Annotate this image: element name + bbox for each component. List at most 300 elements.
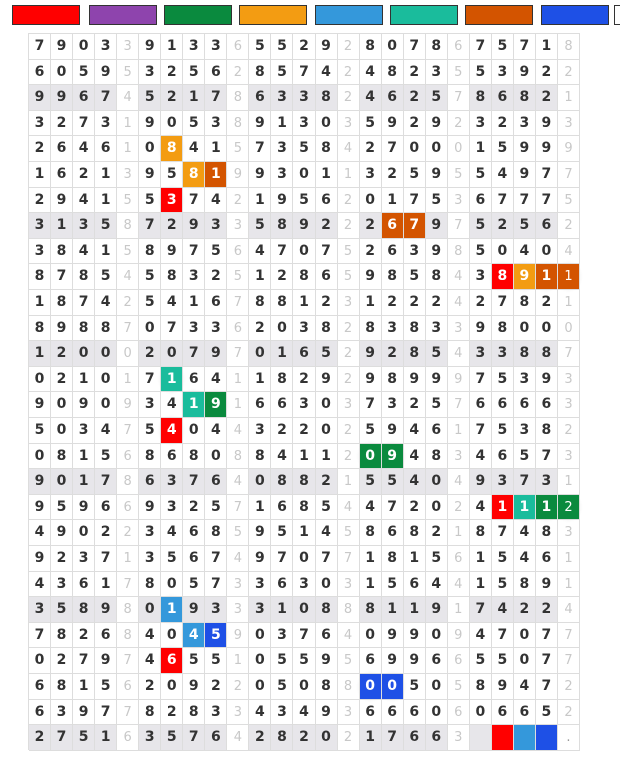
grid-cell[interactable]: 2 bbox=[492, 111, 514, 137]
grid-cell[interactable]: 0 bbox=[426, 495, 448, 521]
grid-cell[interactable]: 7 bbox=[183, 469, 205, 495]
grid-cell[interactable]: 8 bbox=[51, 239, 73, 265]
grid-cell[interactable]: 9 bbox=[536, 111, 558, 137]
grid-cell[interactable]: 0 bbox=[558, 316, 580, 342]
grid-cell[interactable]: 3 bbox=[514, 418, 536, 444]
grid-cell[interactable]: 1 bbox=[205, 162, 227, 188]
grid-cell[interactable]: 8 bbox=[360, 597, 382, 623]
grid-cell[interactable]: 2 bbox=[293, 725, 315, 751]
grid-cell[interactable]: 0 bbox=[183, 418, 205, 444]
grid-cell[interactable]: 2 bbox=[536, 85, 558, 111]
grid-cell[interactable]: 2 bbox=[95, 520, 117, 546]
grid-cell[interactable]: 8 bbox=[514, 290, 536, 316]
grid-cell[interactable]: 2 bbox=[514, 597, 536, 623]
grid-cell[interactable]: 7 bbox=[51, 725, 73, 751]
grid-cell[interactable]: 3 bbox=[558, 444, 580, 470]
grid-cell[interactable]: 7 bbox=[382, 495, 404, 521]
grid-cell[interactable]: 3 bbox=[205, 700, 227, 726]
grid-cell[interactable]: 7 bbox=[205, 85, 227, 111]
grid-cell[interactable]: 3 bbox=[558, 367, 580, 393]
grid-cell[interactable]: 1 bbox=[470, 572, 492, 598]
grid-cell[interactable]: 1 bbox=[117, 111, 139, 137]
grid-cell[interactable]: 1 bbox=[382, 597, 404, 623]
grid-cell[interactable]: 6 bbox=[470, 188, 492, 214]
swatch-blue[interactable] bbox=[315, 5, 383, 25]
grid-cell[interactable]: 4 bbox=[338, 495, 360, 521]
grid-cell[interactable]: 9 bbox=[293, 213, 315, 239]
grid-cell[interactable]: 0 bbox=[293, 162, 315, 188]
grid-cell[interactable]: 5 bbox=[316, 495, 338, 521]
grid-cell[interactable]: 9 bbox=[470, 469, 492, 495]
grid-cell[interactable]: 0 bbox=[51, 418, 73, 444]
grid-cell[interactable]: 6 bbox=[514, 700, 536, 726]
grid-cell[interactable]: 5 bbox=[73, 725, 95, 751]
grid-cell[interactable]: 2 bbox=[29, 188, 51, 214]
grid-cell[interactable]: 9 bbox=[95, 597, 117, 623]
grid-cell[interactable]: 7 bbox=[492, 520, 514, 546]
grid-cell[interactable]: 6 bbox=[95, 623, 117, 649]
grid-cell[interactable]: 5 bbox=[227, 520, 249, 546]
grid-cell[interactable]: 4 bbox=[205, 188, 227, 214]
grid-cell[interactable]: 7 bbox=[536, 623, 558, 649]
grid-cell[interactable]: 4 bbox=[316, 60, 338, 86]
grid-cell[interactable]: 0 bbox=[249, 341, 271, 367]
grid-cell[interactable]: 3 bbox=[470, 111, 492, 137]
grid-cell[interactable]: 3 bbox=[338, 111, 360, 137]
grid-cell[interactable]: 1 bbox=[293, 444, 315, 470]
grid-cell[interactable]: 2 bbox=[536, 290, 558, 316]
grid-cell[interactable]: 8 bbox=[536, 520, 558, 546]
grid-cell[interactable]: 8 bbox=[117, 623, 139, 649]
grid-cell[interactable]: 1 bbox=[316, 444, 338, 470]
grid-cell[interactable]: 3 bbox=[293, 85, 315, 111]
grid-cell[interactable]: 1 bbox=[470, 546, 492, 572]
grid-cell[interactable]: 3 bbox=[271, 700, 293, 726]
grid-cell[interactable]: 3 bbox=[139, 60, 161, 86]
grid-cell[interactable]: 7 bbox=[404, 188, 426, 214]
grid-cell[interactable]: 5 bbox=[293, 188, 315, 214]
grid-cell[interactable]: 7 bbox=[536, 162, 558, 188]
grid-cell[interactable]: 3 bbox=[205, 213, 227, 239]
grid-cell[interactable]: 4 bbox=[161, 392, 183, 418]
grid-cell[interactable]: 5 bbox=[404, 674, 426, 700]
grid-cell[interactable]: 8 bbox=[470, 674, 492, 700]
grid-cell[interactable]: 9 bbox=[183, 597, 205, 623]
grid-cell[interactable]: 2 bbox=[338, 367, 360, 393]
grid-cell[interactable]: 5 bbox=[205, 623, 227, 649]
grid-cell[interactable]: 6 bbox=[183, 367, 205, 393]
grid-cell[interactable]: 1 bbox=[404, 597, 426, 623]
grid-cell[interactable]: 0 bbox=[316, 725, 338, 751]
grid-cell[interactable]: 8 bbox=[227, 111, 249, 137]
grid-cell[interactable]: 6 bbox=[492, 392, 514, 418]
swatch-red[interactable] bbox=[12, 5, 80, 25]
grid-cell[interactable]: 4 bbox=[249, 700, 271, 726]
grid-cell[interactable]: 8 bbox=[139, 444, 161, 470]
grid-cell[interactable]: 8 bbox=[73, 597, 95, 623]
grid-cell[interactable]: 1 bbox=[161, 367, 183, 393]
grid-cell[interactable]: 2 bbox=[161, 85, 183, 111]
grid-cell[interactable]: 6 bbox=[448, 700, 470, 726]
grid-cell[interactable]: 5 bbox=[492, 572, 514, 598]
grid-cell[interactable]: 8 bbox=[271, 725, 293, 751]
grid-cell[interactable]: 5 bbox=[360, 111, 382, 137]
grid-cell[interactable]: 2 bbox=[404, 60, 426, 86]
grid-cell[interactable]: 8 bbox=[161, 136, 183, 162]
grid-cell[interactable]: 2 bbox=[360, 239, 382, 265]
grid-cell[interactable]: 2 bbox=[271, 418, 293, 444]
grid-cell[interactable]: 8 bbox=[293, 469, 315, 495]
grid-cell[interactable]: 4 bbox=[492, 597, 514, 623]
grid-cell[interactable]: 8 bbox=[117, 597, 139, 623]
grid-cell[interactable]: 0 bbox=[161, 341, 183, 367]
grid-cell[interactable]: 0 bbox=[426, 136, 448, 162]
grid-cell[interactable]: 9 bbox=[29, 546, 51, 572]
grid-cell[interactable]: 1 bbox=[95, 239, 117, 265]
grid-cell[interactable]: 9 bbox=[51, 34, 73, 60]
grid-cell[interactable]: 9 bbox=[514, 60, 536, 86]
grid-cell[interactable]: 6 bbox=[492, 85, 514, 111]
grid-cell[interactable]: 7 bbox=[536, 648, 558, 674]
grid-cell[interactable]: 9 bbox=[558, 136, 580, 162]
grid-cell[interactable]: 6 bbox=[382, 213, 404, 239]
swatch-purple[interactable] bbox=[89, 5, 157, 25]
grid-cell[interactable]: 6 bbox=[426, 725, 448, 751]
grid-cell[interactable]: 7 bbox=[161, 316, 183, 342]
grid-cell[interactable]: 1 bbox=[338, 162, 360, 188]
grid-cell[interactable]: 7 bbox=[293, 60, 315, 86]
grid-cell[interactable]: 1 bbox=[161, 597, 183, 623]
grid-cell[interactable]: 3 bbox=[448, 316, 470, 342]
grid-cell[interactable]: 4 bbox=[271, 444, 293, 470]
grid-cell[interactable]: 9 bbox=[426, 367, 448, 393]
grid-cell[interactable]: 1 bbox=[183, 392, 205, 418]
grid-cell[interactable]: 9 bbox=[51, 520, 73, 546]
grid-cell[interactable]: 4 bbox=[448, 341, 470, 367]
grid-cell[interactable]: 1 bbox=[73, 674, 95, 700]
grid-cell[interactable]: 9 bbox=[382, 648, 404, 674]
grid-cell[interactable]: 5 bbox=[183, 648, 205, 674]
grid-cell[interactable]: 8 bbox=[73, 316, 95, 342]
grid-cell[interactable]: 2 bbox=[426, 520, 448, 546]
grid-cell[interactable]: 0 bbox=[73, 34, 95, 60]
grid-cell[interactable]: 7 bbox=[271, 239, 293, 265]
grid-cell[interactable]: 0 bbox=[95, 341, 117, 367]
grid-cell[interactable]: 3 bbox=[183, 316, 205, 342]
grid-cell[interactable]: 3 bbox=[338, 392, 360, 418]
grid-cell[interactable]: 8 bbox=[492, 264, 514, 290]
grid-cell[interactable]: 2 bbox=[161, 700, 183, 726]
grid-cell[interactable]: 5 bbox=[205, 648, 227, 674]
grid-cell[interactable]: 8 bbox=[514, 85, 536, 111]
grid-cell[interactable]: 6 bbox=[536, 546, 558, 572]
grid-cell[interactable]: 3 bbox=[227, 597, 249, 623]
grid-cell[interactable]: 3 bbox=[95, 111, 117, 137]
grid-cell[interactable]: 6 bbox=[205, 469, 227, 495]
grid-cell[interactable]: 0 bbox=[382, 674, 404, 700]
grid-cell[interactable]: 9 bbox=[404, 367, 426, 393]
grid-cell[interactable]: 6 bbox=[161, 444, 183, 470]
grid-cell[interactable]: 5 bbox=[293, 136, 315, 162]
grid-cell[interactable]: 4 bbox=[117, 85, 139, 111]
grid-cell[interactable]: 9 bbox=[360, 264, 382, 290]
grid-cell[interactable]: 0 bbox=[51, 392, 73, 418]
grid-cell[interactable]: 6 bbox=[227, 239, 249, 265]
grid-cell[interactable]: 4 bbox=[492, 162, 514, 188]
grid-cell[interactable]: 9 bbox=[249, 162, 271, 188]
grid-cell[interactable]: 7 bbox=[536, 444, 558, 470]
grid-cell[interactable]: 0 bbox=[29, 444, 51, 470]
swatch-teal[interactable] bbox=[390, 5, 458, 25]
grid-cell[interactable]: 2 bbox=[382, 341, 404, 367]
grid-cell[interactable]: 0 bbox=[316, 392, 338, 418]
grid-cell[interactable]: 6 bbox=[404, 700, 426, 726]
grid-cell[interactable]: 5 bbox=[338, 264, 360, 290]
grid-cell[interactable]: 3 bbox=[73, 546, 95, 572]
grid-cell[interactable]: 0 bbox=[249, 469, 271, 495]
grid-cell[interactable]: 6 bbox=[227, 34, 249, 60]
grid-cell[interactable]: 2 bbox=[205, 674, 227, 700]
grid-cell[interactable]: 3 bbox=[51, 700, 73, 726]
grid-cell[interactable]: 7 bbox=[492, 623, 514, 649]
grid-cell[interactable]: 7 bbox=[227, 290, 249, 316]
grid-cell[interactable]: 6 bbox=[205, 725, 227, 751]
grid-cell[interactable]: 9 bbox=[205, 341, 227, 367]
grid-cell[interactable]: 8 bbox=[205, 520, 227, 546]
grid-cell[interactable]: 3 bbox=[448, 188, 470, 214]
grid-cell[interactable]: 7 bbox=[29, 623, 51, 649]
grid-cell[interactable]: 7 bbox=[492, 188, 514, 214]
grid-cell[interactable]: 3 bbox=[249, 597, 271, 623]
grid-cell[interactable]: 1 bbox=[360, 546, 382, 572]
grid-cell[interactable]: 7 bbox=[448, 213, 470, 239]
grid-cell[interactable]: 0 bbox=[95, 392, 117, 418]
grid-cell[interactable]: 4 bbox=[293, 700, 315, 726]
grid-cell[interactable] bbox=[470, 725, 492, 751]
grid-cell[interactable]: 4 bbox=[338, 623, 360, 649]
grid-cell[interactable]: 1 bbox=[227, 648, 249, 674]
grid-cell[interactable]: 1 bbox=[271, 341, 293, 367]
grid-cell[interactable]: 9 bbox=[271, 188, 293, 214]
grid-cell[interactable]: 2 bbox=[51, 648, 73, 674]
grid-cell[interactable]: 8 bbox=[227, 444, 249, 470]
grid-cell[interactable]: 6 bbox=[514, 392, 536, 418]
grid-cell[interactable]: 1 bbox=[73, 444, 95, 470]
grid-cell[interactable]: 2 bbox=[558, 674, 580, 700]
grid-cell[interactable]: 4 bbox=[161, 290, 183, 316]
grid-cell[interactable]: 5 bbox=[183, 60, 205, 86]
grid-cell[interactable]: 5 bbox=[51, 495, 73, 521]
grid-cell[interactable]: 8 bbox=[316, 674, 338, 700]
grid-cell[interactable]: 4 bbox=[470, 444, 492, 470]
grid-cell[interactable]: 2 bbox=[249, 725, 271, 751]
grid-cell[interactable]: 2 bbox=[338, 444, 360, 470]
grid-cell[interactable]: 4 bbox=[227, 725, 249, 751]
grid-cell[interactable]: 8 bbox=[51, 444, 73, 470]
grid-cell[interactable]: 8 bbox=[51, 290, 73, 316]
grid-cell[interactable]: 3 bbox=[338, 572, 360, 598]
grid-cell[interactable]: 0 bbox=[249, 623, 271, 649]
grid-cell[interactable]: 8 bbox=[183, 700, 205, 726]
grid-cell[interactable]: 3 bbox=[249, 572, 271, 598]
grid-cell[interactable]: 9 bbox=[139, 495, 161, 521]
grid-cell[interactable]: 1 bbox=[360, 572, 382, 598]
grid-cell[interactable]: 9 bbox=[316, 648, 338, 674]
grid-cell[interactable]: 4 bbox=[161, 418, 183, 444]
grid-cell[interactable]: 7 bbox=[139, 213, 161, 239]
grid-cell[interactable]: 9 bbox=[404, 648, 426, 674]
grid-cell[interactable]: 2 bbox=[536, 60, 558, 86]
swatch-royal-blue[interactable] bbox=[541, 5, 609, 25]
grid-cell[interactable]: 6 bbox=[51, 162, 73, 188]
grid-cell[interactable]: 9 bbox=[448, 367, 470, 393]
grid-cell[interactable]: 5 bbox=[161, 162, 183, 188]
grid-cell[interactable]: 1 bbox=[73, 469, 95, 495]
grid-cell[interactable]: 1 bbox=[558, 290, 580, 316]
grid-cell[interactable]: 9 bbox=[95, 648, 117, 674]
grid-cell[interactable]: 1 bbox=[183, 290, 205, 316]
grid-cell[interactable]: 3 bbox=[271, 623, 293, 649]
grid-cell[interactable]: 2 bbox=[51, 111, 73, 137]
grid-cell[interactable]: 1 bbox=[161, 34, 183, 60]
grid-cell[interactable]: 5 bbox=[73, 60, 95, 86]
grid-cell[interactable]: 4 bbox=[73, 239, 95, 265]
grid-cell[interactable]: 5 bbox=[448, 162, 470, 188]
grid-cell[interactable]: 0 bbox=[95, 367, 117, 393]
grid-cell[interactable]: 8 bbox=[271, 367, 293, 393]
grid-cell[interactable]: 8 bbox=[316, 136, 338, 162]
grid-cell[interactable]: 2 bbox=[183, 495, 205, 521]
grid-cell[interactable]: 1 bbox=[448, 597, 470, 623]
grid-cell[interactable]: 6 bbox=[249, 85, 271, 111]
grid-cell[interactable]: 9 bbox=[382, 418, 404, 444]
grid-cell[interactable]: 2 bbox=[338, 85, 360, 111]
grid-cell[interactable]: 7 bbox=[51, 264, 73, 290]
grid-cell[interactable]: 9 bbox=[382, 444, 404, 470]
grid-cell[interactable]: 5 bbox=[183, 572, 205, 598]
grid-cell[interactable]: 7 bbox=[404, 34, 426, 60]
grid-cell[interactable]: 2 bbox=[293, 367, 315, 393]
grid-cell[interactable]: 1 bbox=[29, 290, 51, 316]
grid-cell[interactable]: 0 bbox=[293, 239, 315, 265]
grid-cell[interactable]: 8 bbox=[249, 444, 271, 470]
grid-cell[interactable]: 8 bbox=[227, 85, 249, 111]
grid-cell[interactable]: 2 bbox=[205, 264, 227, 290]
grid-cell[interactable]: 5 bbox=[139, 85, 161, 111]
grid-cell[interactable]: 2 bbox=[227, 188, 249, 214]
grid-cell[interactable]: 2 bbox=[338, 316, 360, 342]
grid-cell[interactable]: 5 bbox=[205, 239, 227, 265]
grid-cell[interactable]: 1 bbox=[382, 188, 404, 214]
grid-cell[interactable]: 0 bbox=[316, 418, 338, 444]
grid-cell[interactable]: 1 bbox=[558, 469, 580, 495]
grid-cell[interactable]: 8 bbox=[183, 162, 205, 188]
grid-cell[interactable]: 9 bbox=[29, 392, 51, 418]
grid-cell[interactable]: 9 bbox=[316, 34, 338, 60]
grid-cell[interactable]: 8 bbox=[29, 264, 51, 290]
grid-cell[interactable]: 6 bbox=[271, 572, 293, 598]
grid-cell[interactable]: 2 bbox=[404, 290, 426, 316]
grid-cell[interactable]: 9 bbox=[448, 623, 470, 649]
grid-cell[interactable]: 7 bbox=[95, 546, 117, 572]
grid-cell[interactable]: 6 bbox=[51, 136, 73, 162]
grid-cell[interactable]: 9 bbox=[382, 623, 404, 649]
grid-cell[interactable]: 2 bbox=[338, 418, 360, 444]
grid-cell[interactable]: 4 bbox=[73, 188, 95, 214]
grid-cell[interactable]: 0 bbox=[404, 136, 426, 162]
grid-cell[interactable]: 7 bbox=[117, 572, 139, 598]
grid-cell[interactable]: 8 bbox=[73, 264, 95, 290]
grid-cell[interactable]: 4 bbox=[470, 623, 492, 649]
grid-cell[interactable]: 2 bbox=[227, 674, 249, 700]
grid-cell[interactable]: 1 bbox=[227, 367, 249, 393]
grid-cell[interactable]: 6 bbox=[316, 264, 338, 290]
grid-cell[interactable]: 3 bbox=[470, 341, 492, 367]
grid-cell[interactable]: 8 bbox=[492, 316, 514, 342]
grid-cell[interactable]: 4 bbox=[514, 546, 536, 572]
grid-cell[interactable]: 7 bbox=[536, 674, 558, 700]
grid-cell[interactable]: 7 bbox=[183, 188, 205, 214]
grid-cell[interactable]: 8 bbox=[316, 597, 338, 623]
grid-cell[interactable]: 9 bbox=[316, 367, 338, 393]
grid-cell[interactable]: 3 bbox=[382, 392, 404, 418]
grid-cell[interactable]: 4 bbox=[404, 469, 426, 495]
grid-cell[interactable]: 8 bbox=[404, 316, 426, 342]
grid-cell[interactable]: 9 bbox=[426, 111, 448, 137]
grid-cell[interactable]: 2 bbox=[51, 546, 73, 572]
grid-cell[interactable]: 5 bbox=[470, 60, 492, 86]
grid-cell[interactable]: 5 bbox=[382, 572, 404, 598]
grid-cell[interactable]: 5 bbox=[271, 648, 293, 674]
grid-cell[interactable]: 1 bbox=[95, 725, 117, 751]
grid-cell[interactable]: 4 bbox=[558, 239, 580, 265]
grid-cell[interactable]: 0 bbox=[117, 341, 139, 367]
grid-cell[interactable]: 3 bbox=[558, 520, 580, 546]
swatch-white[interactable] bbox=[614, 5, 620, 25]
grid-cell[interactable]: 7 bbox=[183, 725, 205, 751]
grid-cell[interactable]: 5 bbox=[51, 597, 73, 623]
grid-cell[interactable]: 2 bbox=[139, 674, 161, 700]
grid-cell[interactable]: 6 bbox=[448, 648, 470, 674]
grid-cell[interactable]: 8 bbox=[117, 213, 139, 239]
grid-cell[interactable]: 1 bbox=[95, 572, 117, 598]
grid-cell[interactable]: 6 bbox=[316, 623, 338, 649]
grid-cell[interactable]: 9 bbox=[183, 674, 205, 700]
grid-cell[interactable]: 8 bbox=[51, 674, 73, 700]
grid-cell[interactable]: 9 bbox=[470, 316, 492, 342]
grid-cell[interactable]: 3 bbox=[29, 213, 51, 239]
grid-cell[interactable]: 5 bbox=[117, 60, 139, 86]
grid-cell[interactable]: 1 bbox=[249, 495, 271, 521]
grid-cell[interactable]: 7 bbox=[73, 648, 95, 674]
grid-cell[interactable]: 9 bbox=[29, 469, 51, 495]
grid-cell[interactable]: 7 bbox=[117, 316, 139, 342]
grid-cell[interactable]: 8 bbox=[139, 239, 161, 265]
grid-cell[interactable]: 0 bbox=[360, 674, 382, 700]
grid-cell[interactable]: 9 bbox=[29, 85, 51, 111]
grid-cell[interactable]: 8 bbox=[558, 34, 580, 60]
grid-cell[interactable]: 3 bbox=[161, 495, 183, 521]
grid-cell[interactable]: 8 bbox=[249, 290, 271, 316]
grid-cell[interactable]: 8 bbox=[404, 341, 426, 367]
grid-cell[interactable]: 8 bbox=[360, 520, 382, 546]
grid-cell[interactable]: 2 bbox=[161, 60, 183, 86]
grid-cell[interactable]: 0 bbox=[316, 111, 338, 137]
grid-cell[interactable]: 9 bbox=[382, 111, 404, 137]
grid-cell[interactable]: 2 bbox=[73, 623, 95, 649]
grid-cell[interactable]: 5 bbox=[29, 418, 51, 444]
grid-cell[interactable]: 5 bbox=[271, 520, 293, 546]
